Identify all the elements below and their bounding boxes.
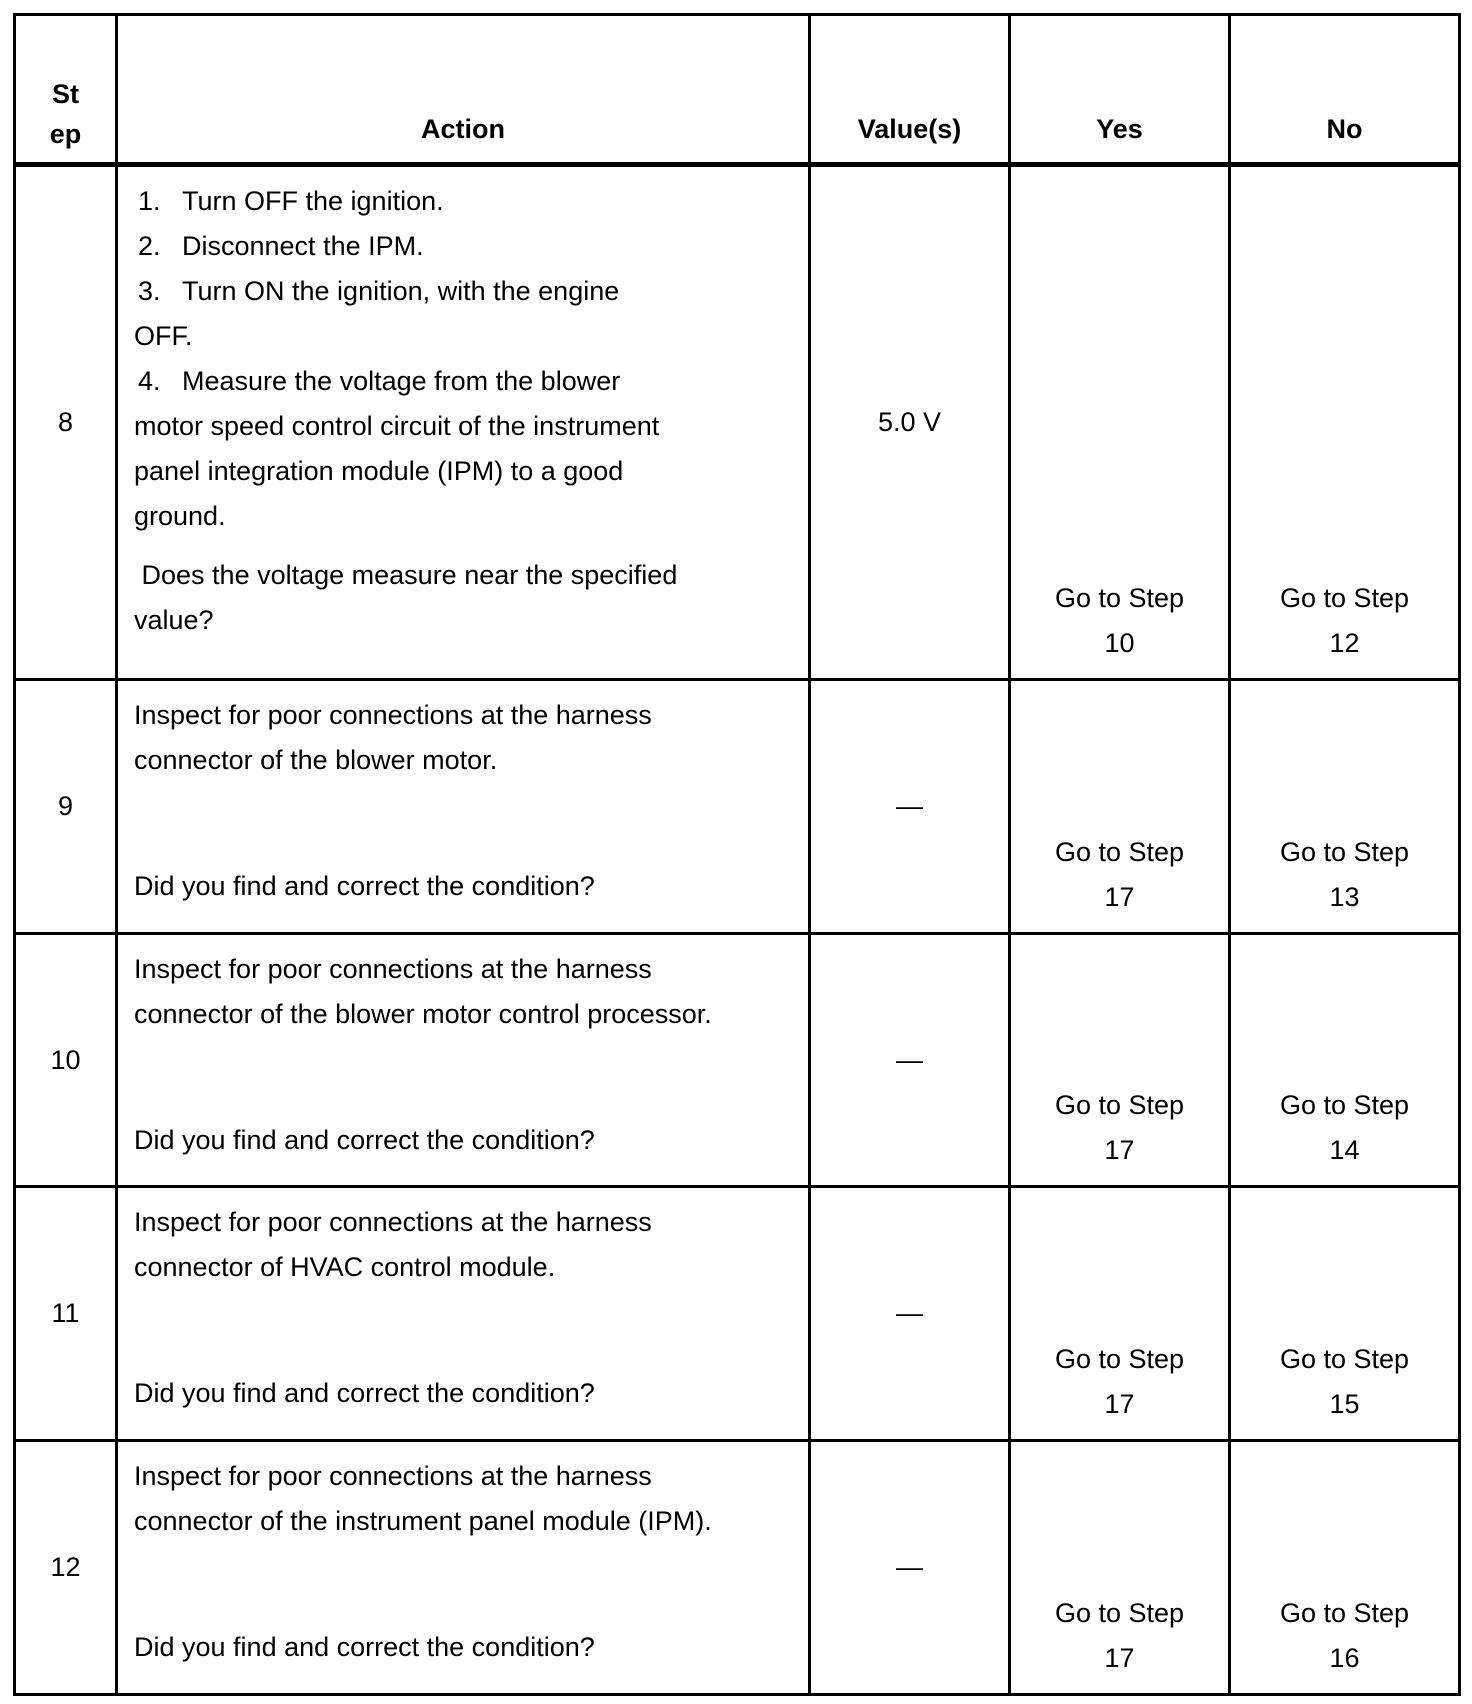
action-step: 2. Disconnect the IPM.: [138, 231, 424, 262]
action-cell: [117, 165, 810, 680]
no-cell: Go to Step 15: [1230, 1187, 1460, 1441]
table-row: [15, 679, 1460, 933]
action-cell: [117, 679, 810, 933]
action-question: Does the voltage measure near the specified value?: [134, 560, 685, 636]
action-steps-list: [134, 179, 794, 539]
action-question: Did you find and correct the condition?: [134, 870, 595, 901]
value-cell: —: [810, 933, 1010, 1187]
header-step-line2: ep: [49, 119, 82, 150]
header-step-line1: St: [52, 79, 79, 110]
step-number: 11: [15, 1187, 117, 1441]
no-cell: Go to Step 12: [1230, 165, 1460, 680]
table-row: [15, 1441, 1460, 1695]
header-values: Value(s): [810, 15, 1010, 165]
table-row: [15, 933, 1460, 1187]
header-row: [15, 15, 1460, 165]
yes-cell: Go to Step 17: [1010, 679, 1230, 933]
action-text: Inspect for poor connections at the harness connector of the blower motor.: [134, 699, 652, 775]
table-row: [15, 1187, 1460, 1441]
step-number: 10: [15, 933, 117, 1187]
action-question: Did you find and correct the condition?: [134, 1124, 595, 1155]
header-step: [15, 15, 117, 165]
no-cell: Go to Step 13: [1230, 679, 1460, 933]
yes-cell: Go to Step 17: [1010, 1187, 1230, 1441]
step-number: 8: [15, 165, 117, 680]
action-step: 1. Turn OFF the ignition.: [138, 186, 444, 217]
yes-cell: Go to Step 17: [1010, 1441, 1230, 1695]
diagnostic-table: [13, 13, 1461, 1696]
action-step: 3. Turn ON the ignition, with the engine OFF.: [134, 276, 620, 352]
action-question: Did you find and correct the condition?: [134, 1632, 595, 1663]
step-number: 9: [15, 679, 117, 933]
action-text: Inspect for poor connections at the harness connector of the blower motor control processor.: [134, 953, 712, 1029]
action-text: Inspect for poor connections at the harness connector of HVAC control module.: [134, 1207, 652, 1283]
no-cell: Go to Step 16: [1230, 1441, 1460, 1695]
value-cell: —: [810, 1441, 1010, 1695]
action-cell: [117, 1441, 810, 1695]
step-number: 12: [15, 1441, 117, 1695]
yes-cell: Go to Step 17: [1010, 933, 1230, 1187]
action-text: Inspect for poor connections at the harness connector of the instrument panel module (IPM).: [134, 1461, 712, 1537]
header-no: No: [1230, 15, 1460, 165]
diagnostic-table-sheet: [13, 13, 1458, 1696]
value-cell: —: [810, 679, 1010, 933]
table-row: [15, 165, 1460, 680]
action-cell: [117, 933, 810, 1187]
header-action: Action: [117, 15, 810, 165]
value-cell: 5.0 V: [810, 165, 1010, 680]
no-cell: Go to Step 14: [1230, 933, 1460, 1187]
yes-cell: Go to Step 10: [1010, 165, 1230, 680]
action-question: Did you find and correct the condition?: [134, 1378, 595, 1409]
action-cell: [117, 1187, 810, 1441]
value-cell: —: [810, 1187, 1010, 1441]
action-step: 4. Measure the voltage from the blower motor speed control circuit of the instrument panel integration module (IPM) to a good ground.: [134, 366, 660, 532]
header-yes: Yes: [1010, 15, 1230, 165]
